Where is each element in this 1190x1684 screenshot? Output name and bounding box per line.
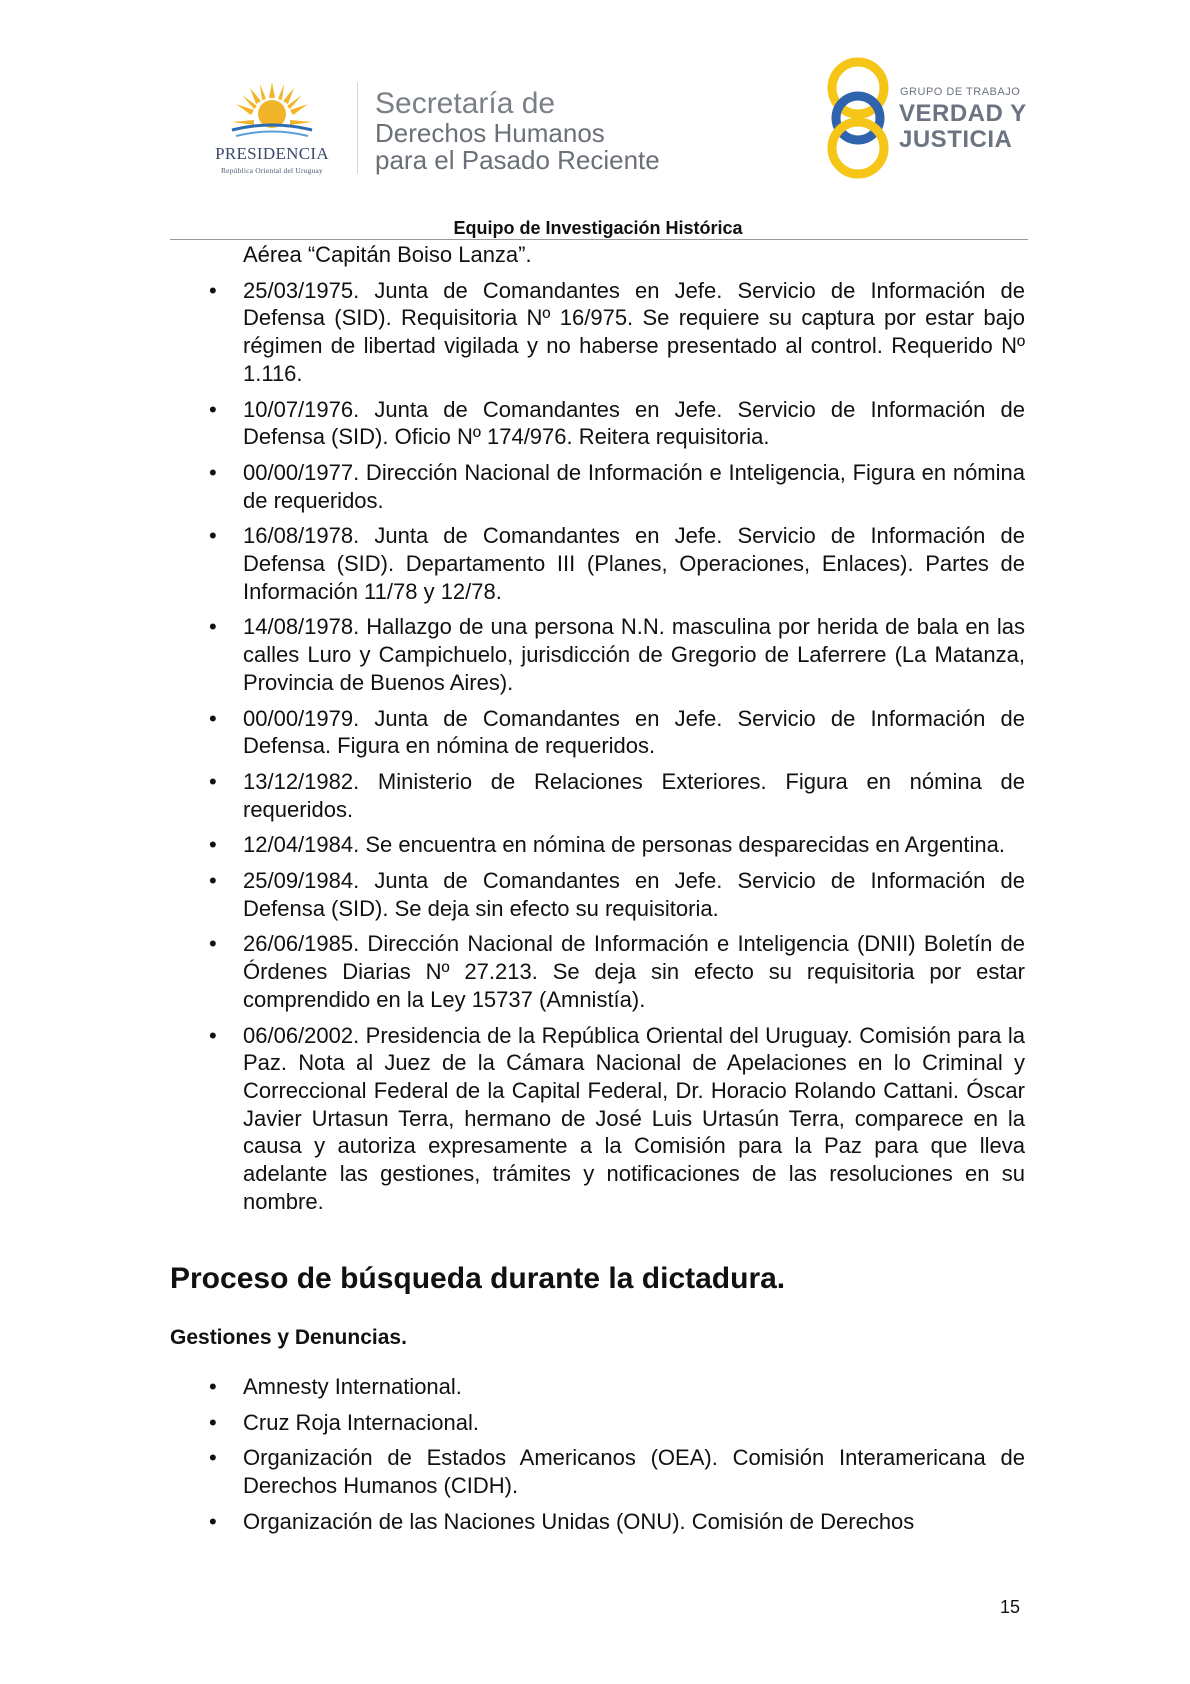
- list-item-text: 12/04/1984. Se encuentra en nómina de personas desparecidas en Argentina.: [243, 832, 1005, 858]
- bullet-icon: •: [209, 459, 217, 485]
- section-heading: Proceso de búsqueda durante la dictadura.: [170, 1262, 786, 1295]
- list-item-text: 10/07/1976. Junta de Comandantes en Jefe. Servicio de Información de Defensa (SID). Oficio Nº 174/976. Reitera requisitoria.: [243, 396, 1025, 450]
- gestiones-list: [209, 1373, 1025, 1536]
- bullet-icon: •: [209, 868, 217, 894]
- list-item: [209, 867, 1025, 922]
- interlocked-rings-icon: [822, 56, 894, 181]
- continuation-text: Aérea “Capitán Boiso Lanza”.: [243, 242, 532, 267]
- verdad-justicia-logo: [822, 56, 1032, 181]
- bullet-icon: •: [209, 396, 217, 422]
- list-item-text: Cruz Roja Internacional.: [243, 1409, 480, 1435]
- bullet-icon: •: [209, 1508, 217, 1534]
- secretaria-line-2: Derechos Humanos: [375, 118, 605, 148]
- chronology-list: [209, 277, 1025, 1216]
- bullet-icon: •: [209, 1445, 217, 1471]
- presidencia-name: PRESIDENCIA: [215, 144, 329, 163]
- bullet-icon: •: [209, 1374, 217, 1399]
- bullet-icon: •: [209, 832, 217, 858]
- list-item: [209, 1409, 1025, 1437]
- page-number: 15: [1000, 1597, 1021, 1617]
- header-rule: [170, 239, 1028, 240]
- list-item: [209, 396, 1025, 451]
- running-head: Equipo de Investigación Histórica: [453, 218, 743, 238]
- list-item-text: Organización de Estados Americanos (OEA). Comisión Interamericana de Derechos Humanos (CIDH).: [243, 1445, 1025, 1499]
- list-item: [209, 613, 1025, 696]
- bullet-icon: •: [209, 705, 217, 731]
- vyj-line-2: JUSTICIA: [899, 126, 1013, 153]
- vyj-subtitle: GRUPO DE TRABAJO: [900, 86, 1021, 98]
- bullet-icon: •: [209, 523, 217, 549]
- list-item-text: 06/06/2002. Presidencia de la República Oriental del Uruguay. Comisión para la Paz. Nota al Juez de la Cámara Nacional de Apelaciones en lo Criminal y Correccional Federal de la Capital Federal, Dr. Horacio Rolando Cattani. Óscar Javier Urtasun Terra, hermano de José Luis Urtasún Terra, comparece en la causa y autoriza expresamente a la Comisión para la Paz para que lleva adelante las gestiones, trámites y notificaciones de las resoluciones en su nombre.: [243, 1022, 1025, 1214]
- list-item: [209, 1444, 1025, 1499]
- bullet-icon: •: [209, 614, 217, 640]
- list-item: [209, 705, 1025, 760]
- vyj-line-1: VERDAD Y: [899, 100, 1027, 127]
- list-item: [209, 1022, 1025, 1216]
- presidencia-subtitle: República Oriental del Uruguay: [220, 166, 323, 175]
- bullet-icon: •: [209, 1022, 217, 1048]
- list-item-text: 25/09/1984. Junta de Comandantes en Jefe. Servicio de Información de Defensa (SID). Se deja sin efecto su requisitoria.: [243, 868, 1025, 921]
- list-item: [209, 459, 1025, 514]
- sun-emblem-icon: [230, 80, 314, 144]
- list-item: [209, 768, 1025, 823]
- secretaria-line-1: Secretaría de: [375, 87, 556, 120]
- list-item-text: Organización de las Naciones Unidas (ONU). Comisión de Derechos: [243, 1508, 915, 1534]
- bullet-icon: •: [209, 277, 217, 303]
- list-item-text: 14/08/1978. Hallazgo de una persona N.N. masculina por herida de bala en las calles Luro y Campichuelo, jurisdicción de Gregorio de Laferrere (La Matanza, Provincia de Buenos Aires).: [243, 614, 1025, 695]
- list-item: [209, 1373, 1025, 1401]
- list-item-text: 00/00/1977. Dirección Nacional de Información e Inteligencia, Figura en nómina de requeridos.: [243, 459, 1025, 513]
- list-item: [209, 1508, 1025, 1536]
- presidencia-logo: [196, 80, 348, 178]
- secretaria-line-3: para el Pasado Reciente: [375, 145, 660, 175]
- bullet-icon: •: [209, 1409, 217, 1435]
- subsection-heading: Gestiones y Denuncias.: [170, 1326, 407, 1349]
- list-item: [209, 930, 1025, 1013]
- gestiones-body: [209, 1373, 1025, 1544]
- list-item-text: 26/06/1985. Dirección Nacional de Información e Inteligencia (DNII) Boletín de Órdenes Diarias Nº 27.213. Se deja sin efecto su requisitoria por estar comprendido en la Ley 15737 (Amnistía).: [243, 931, 1025, 1012]
- list-item-text: 16/08/1978. Junta de Comandantes en Jefe. Servicio de Información de Defensa (SID). Departamento III (Planes, Operaciones, Enlaces). Partes de Información 11/78 y 12/78.: [243, 523, 1025, 604]
- secretaria-logo-text: [375, 88, 715, 174]
- list-item-text: Amnesty International.: [243, 1374, 462, 1399]
- document-body: [209, 241, 1025, 1216]
- list-item-text: 25/03/1975. Junta de Comandantes en Jefe. Servicio de Información de Defensa (SID). Requisitoria Nº 16/975. Se requiere su captura por estar bajo régimen de libertad vigilada y no haberse presentado al control. Requerido Nº 1.116.: [243, 277, 1025, 386]
- list-item: [209, 831, 1025, 859]
- list-item-text: 13/12/1982. Ministerio de Relaciones Exteriores. Figura en nómina de requeridos.: [243, 768, 1025, 822]
- list-item: [209, 277, 1025, 388]
- bullet-icon: •: [209, 931, 217, 957]
- list-item-text: 00/00/1979. Junta de Comandantes en Jefe. Servicio de Información de Defensa. Figura en nómina de requeridos.: [243, 705, 1025, 759]
- header-divider: [357, 82, 358, 174]
- bullet-icon: •: [209, 768, 217, 794]
- list-item: [209, 522, 1025, 605]
